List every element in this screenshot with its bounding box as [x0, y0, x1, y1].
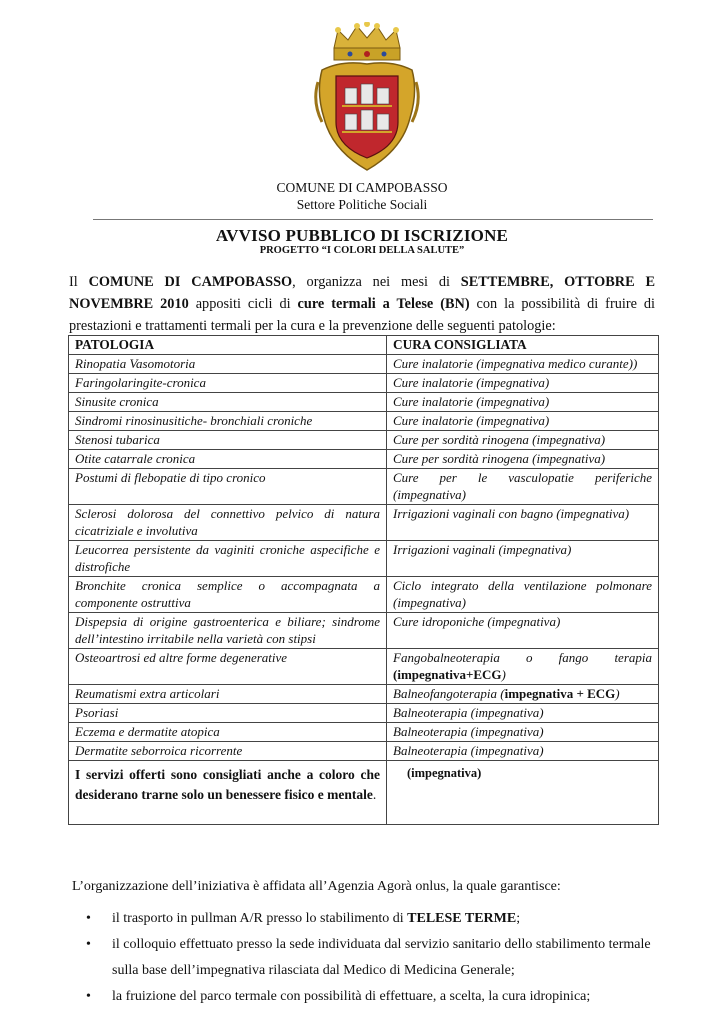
- table-row: [69, 355, 659, 374]
- cura-cell: Cure inalatorie (impegnativa medico curante)): [387, 355, 659, 374]
- table-row: [69, 541, 659, 577]
- table-footer-row: [69, 761, 659, 825]
- table-row: [69, 450, 659, 469]
- divider: [93, 219, 653, 220]
- patologia-cell: Stenosi tubarica: [69, 431, 387, 450]
- patologia-cell: Reumatismi extra articolari: [69, 685, 387, 704]
- patologia-cell: Sindromi rinosinusitiche- bronchiali croniche: [69, 412, 387, 431]
- intro-paragraph: Il COMUNE DI CAMPOBASSO, organizza nei mesi di SETTEMBRE, OTTOBRE E NOVEMBRE 2010 appositi cicli di cure termali a Telese (BN) con la possibilità di fruire di prestazioni e trattamenti termali per la cura e la prevenzione delle seguenti patologie:: [69, 274, 656, 334]
- comune-name: COMUNE DI CAMPOBASSO: [276, 180, 448, 195]
- header-cura: CURA CONSIGLIATA: [387, 336, 659, 355]
- cura-cell: Cure per le vasculopatie periferiche (impegnativa): [387, 469, 659, 505]
- header-patologia: PATOLOGIA: [69, 336, 387, 355]
- footer-note: I servizi offerti sono consigliati anche a coloro che desiderano trarne solo un benessere fisico e mentale.: [69, 761, 387, 825]
- cura-cell: Cure inalatorie (impegnativa): [387, 412, 659, 431]
- cura-cell: Cure inalatorie (impegnativa): [387, 393, 659, 412]
- table-row: [69, 431, 659, 450]
- table-row: [69, 742, 659, 761]
- cura-cell: Cure per sordità rinogena (impegnativa): [387, 450, 659, 469]
- organization-text: L’organizzazione dell’iniziativa è affidata all’Agenzia Agorà onlus, la quale garantisce:: [72, 879, 561, 894]
- list-item: • la fruizione del parco termale con possibilità di effettuare, a scelta, la cura idropinica;: [86, 984, 666, 1010]
- list-item: • il trasporto in pullman A/R presso lo stabilimento di TELESE TERME;: [86, 906, 666, 932]
- footer-impegnativa: (impegnativa): [387, 761, 659, 825]
- crown-icon: [334, 22, 400, 60]
- cura-cell: Cure idroponiche (impegnativa): [387, 613, 659, 649]
- table-row: [69, 723, 659, 742]
- table-row: [69, 469, 659, 505]
- patologia-cell: Sinusite cronica: [69, 393, 387, 412]
- table-row: [69, 393, 659, 412]
- list-item: • il colloquio effettuato presso la sede individuata dal servizio sanitario dello stabilimento termale sulla base dell’impegnativa rilasciata dal Medico di Medicina Generale;: [86, 932, 666, 984]
- patologia-cell: Dispepsia di origine gastroenterica e biliare; sindrome dell’intestino irritabile nella varietà con stipsi: [69, 613, 387, 649]
- patologia-cell: Postumi di flebopatie di tipo cronico: [69, 469, 387, 505]
- patologia-cell: Sclerosi dolorosa del connettivo pelvico di natura cicatriziale e involutiva: [69, 505, 387, 541]
- cura-cell: Irrigazioni vaginali (impegnativa): [387, 541, 659, 577]
- cura-cell: Balneoterapia (impegnativa): [387, 704, 659, 723]
- table-row: [69, 374, 659, 393]
- table-row: [69, 613, 659, 649]
- table-row: [69, 412, 659, 431]
- page-title: AVVISO PUBBLICO DI ISCRIZIONE: [215, 226, 509, 245]
- settore-name: Settore Politiche Sociali: [296, 197, 428, 212]
- patologia-cell: Bronchite cronica semplice o accompagnata a componente ostruttiva: [69, 577, 387, 613]
- cura-cell: Balneoterapia (impegnativa): [387, 742, 659, 761]
- table-row: [69, 577, 659, 613]
- guarantees-list: [86, 906, 666, 1010]
- patologia-cell: Leucorrea persistente da vaginiti croniche aspecifiche e distrofiche: [69, 541, 387, 577]
- cura-cell: Cure per sordità rinogena (impegnativa): [387, 431, 659, 450]
- patologia-cell: Osteoartrosi ed altre forme degenerative: [69, 649, 387, 685]
- table-row: [69, 505, 659, 541]
- coat-of-arms-image: [312, 22, 422, 174]
- patologie-table: [68, 335, 659, 825]
- bullet-icon: •: [86, 937, 91, 952]
- project-subtitle: PROGETTO “I COLORI DELLA SALUTE”: [259, 245, 465, 256]
- cura-cell: Ciclo integrato della ventilazione polmonare (impegnativa): [387, 577, 659, 613]
- cura-cell: Balneoterapia (impegnativa): [387, 723, 659, 742]
- patologia-cell: Faringolaringite-cronica: [69, 374, 387, 393]
- patologia-cell: Rinopatia Vasomotoria: [69, 355, 387, 374]
- patologia-cell: Eczema e dermatite atopica: [69, 723, 387, 742]
- patologia-cell: Otite catarrale cronica: [69, 450, 387, 469]
- patologia-cell: Dermatite seborroica ricorrente: [69, 742, 387, 761]
- patologia-cell: Psoriasi: [69, 704, 387, 723]
- table-row: [69, 704, 659, 723]
- table-row: [69, 649, 659, 685]
- table-row: [69, 685, 659, 704]
- bullet-icon: •: [86, 989, 91, 1004]
- cura-cell: Irrigazioni vaginali con bagno (impegnativa): [387, 505, 659, 541]
- cura-cell: Balneofangoterapia (impegnativa + ECG): [387, 685, 659, 704]
- cura-cell: Cure inalatorie (impegnativa): [387, 374, 659, 393]
- table-header-row: [69, 336, 659, 355]
- bullet-icon: •: [86, 911, 91, 926]
- cura-cell: Fangobalneoterapia o fango terapia (impegnativa+ECG): [387, 649, 659, 685]
